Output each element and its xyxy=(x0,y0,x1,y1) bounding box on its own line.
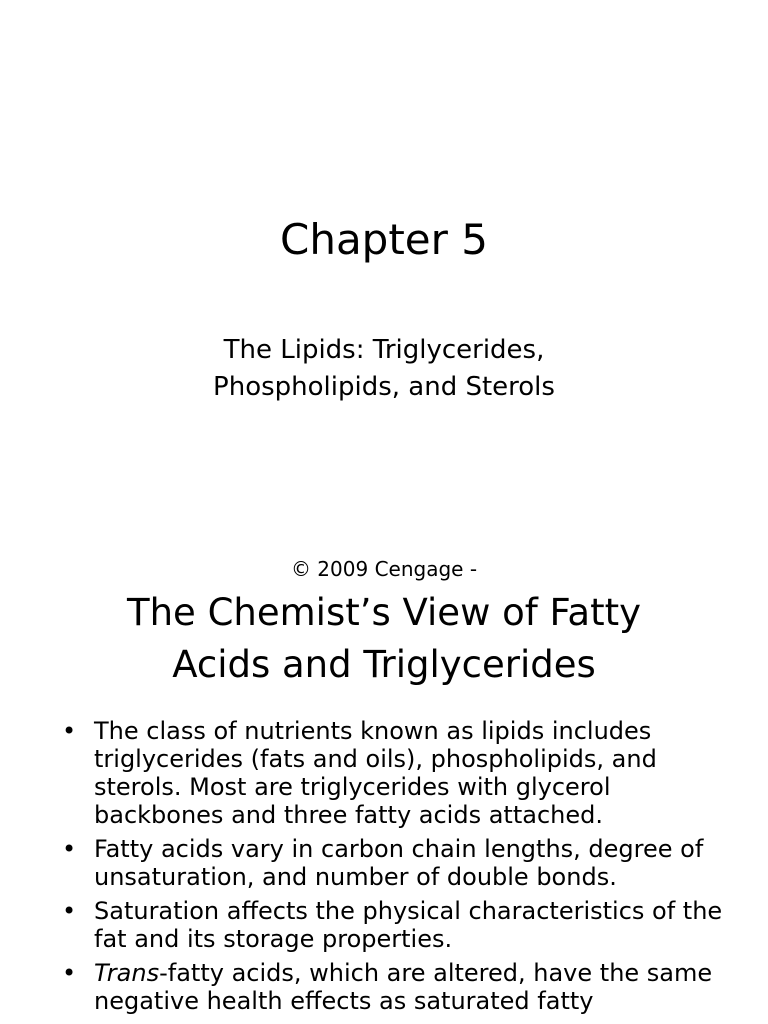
chapter-subtitle xyxy=(0,332,768,406)
slide-title xyxy=(0,587,768,691)
chapter-title: Chapter 5 xyxy=(280,215,488,264)
bullet-text-rest: -fatty acids, which are altered, have the same negative health effects as saturated fatty xyxy=(94,959,713,1015)
slide-title-line-1: The Chemist’s View of Fatty xyxy=(127,591,641,634)
bullet-icon: • xyxy=(62,717,77,745)
bullet-text: The class of nutrients known as lipids includes triglycerides (fats and oils), phospholipids, and sterols. Most are triglycerides with glycerol backbones and three fatty acids attached. xyxy=(94,717,657,829)
bullet-text-italic: Trans xyxy=(94,959,160,987)
content-slide xyxy=(0,583,768,1024)
bullet-text: Fatty acids vary in carbon chain lengths, degree of unsaturation, and number of double bonds. xyxy=(94,835,704,891)
chapter-subtitle-line-1: The Lipids: Triglycerides, xyxy=(223,335,545,365)
bullet-item xyxy=(62,897,742,953)
bullet-icon: • xyxy=(62,835,77,863)
bullet-item xyxy=(62,717,742,829)
bullet-item xyxy=(62,959,742,1015)
bullet-text xyxy=(94,959,712,1015)
bullet-list xyxy=(62,717,742,1021)
bullet-item xyxy=(62,835,742,891)
chapter-subtitle-line-2: Phospholipids, and Sterols xyxy=(213,372,555,402)
slide-title-line-2: Acids and Triglycerides xyxy=(172,643,596,686)
bullet-icon: • xyxy=(62,897,77,925)
copyright-notice: © 2009 Cengage - xyxy=(290,557,478,581)
bullet-text: Saturation affects the physical characteristics of the fat and its storage properties. xyxy=(94,897,723,953)
bullet-icon: • xyxy=(62,959,77,987)
